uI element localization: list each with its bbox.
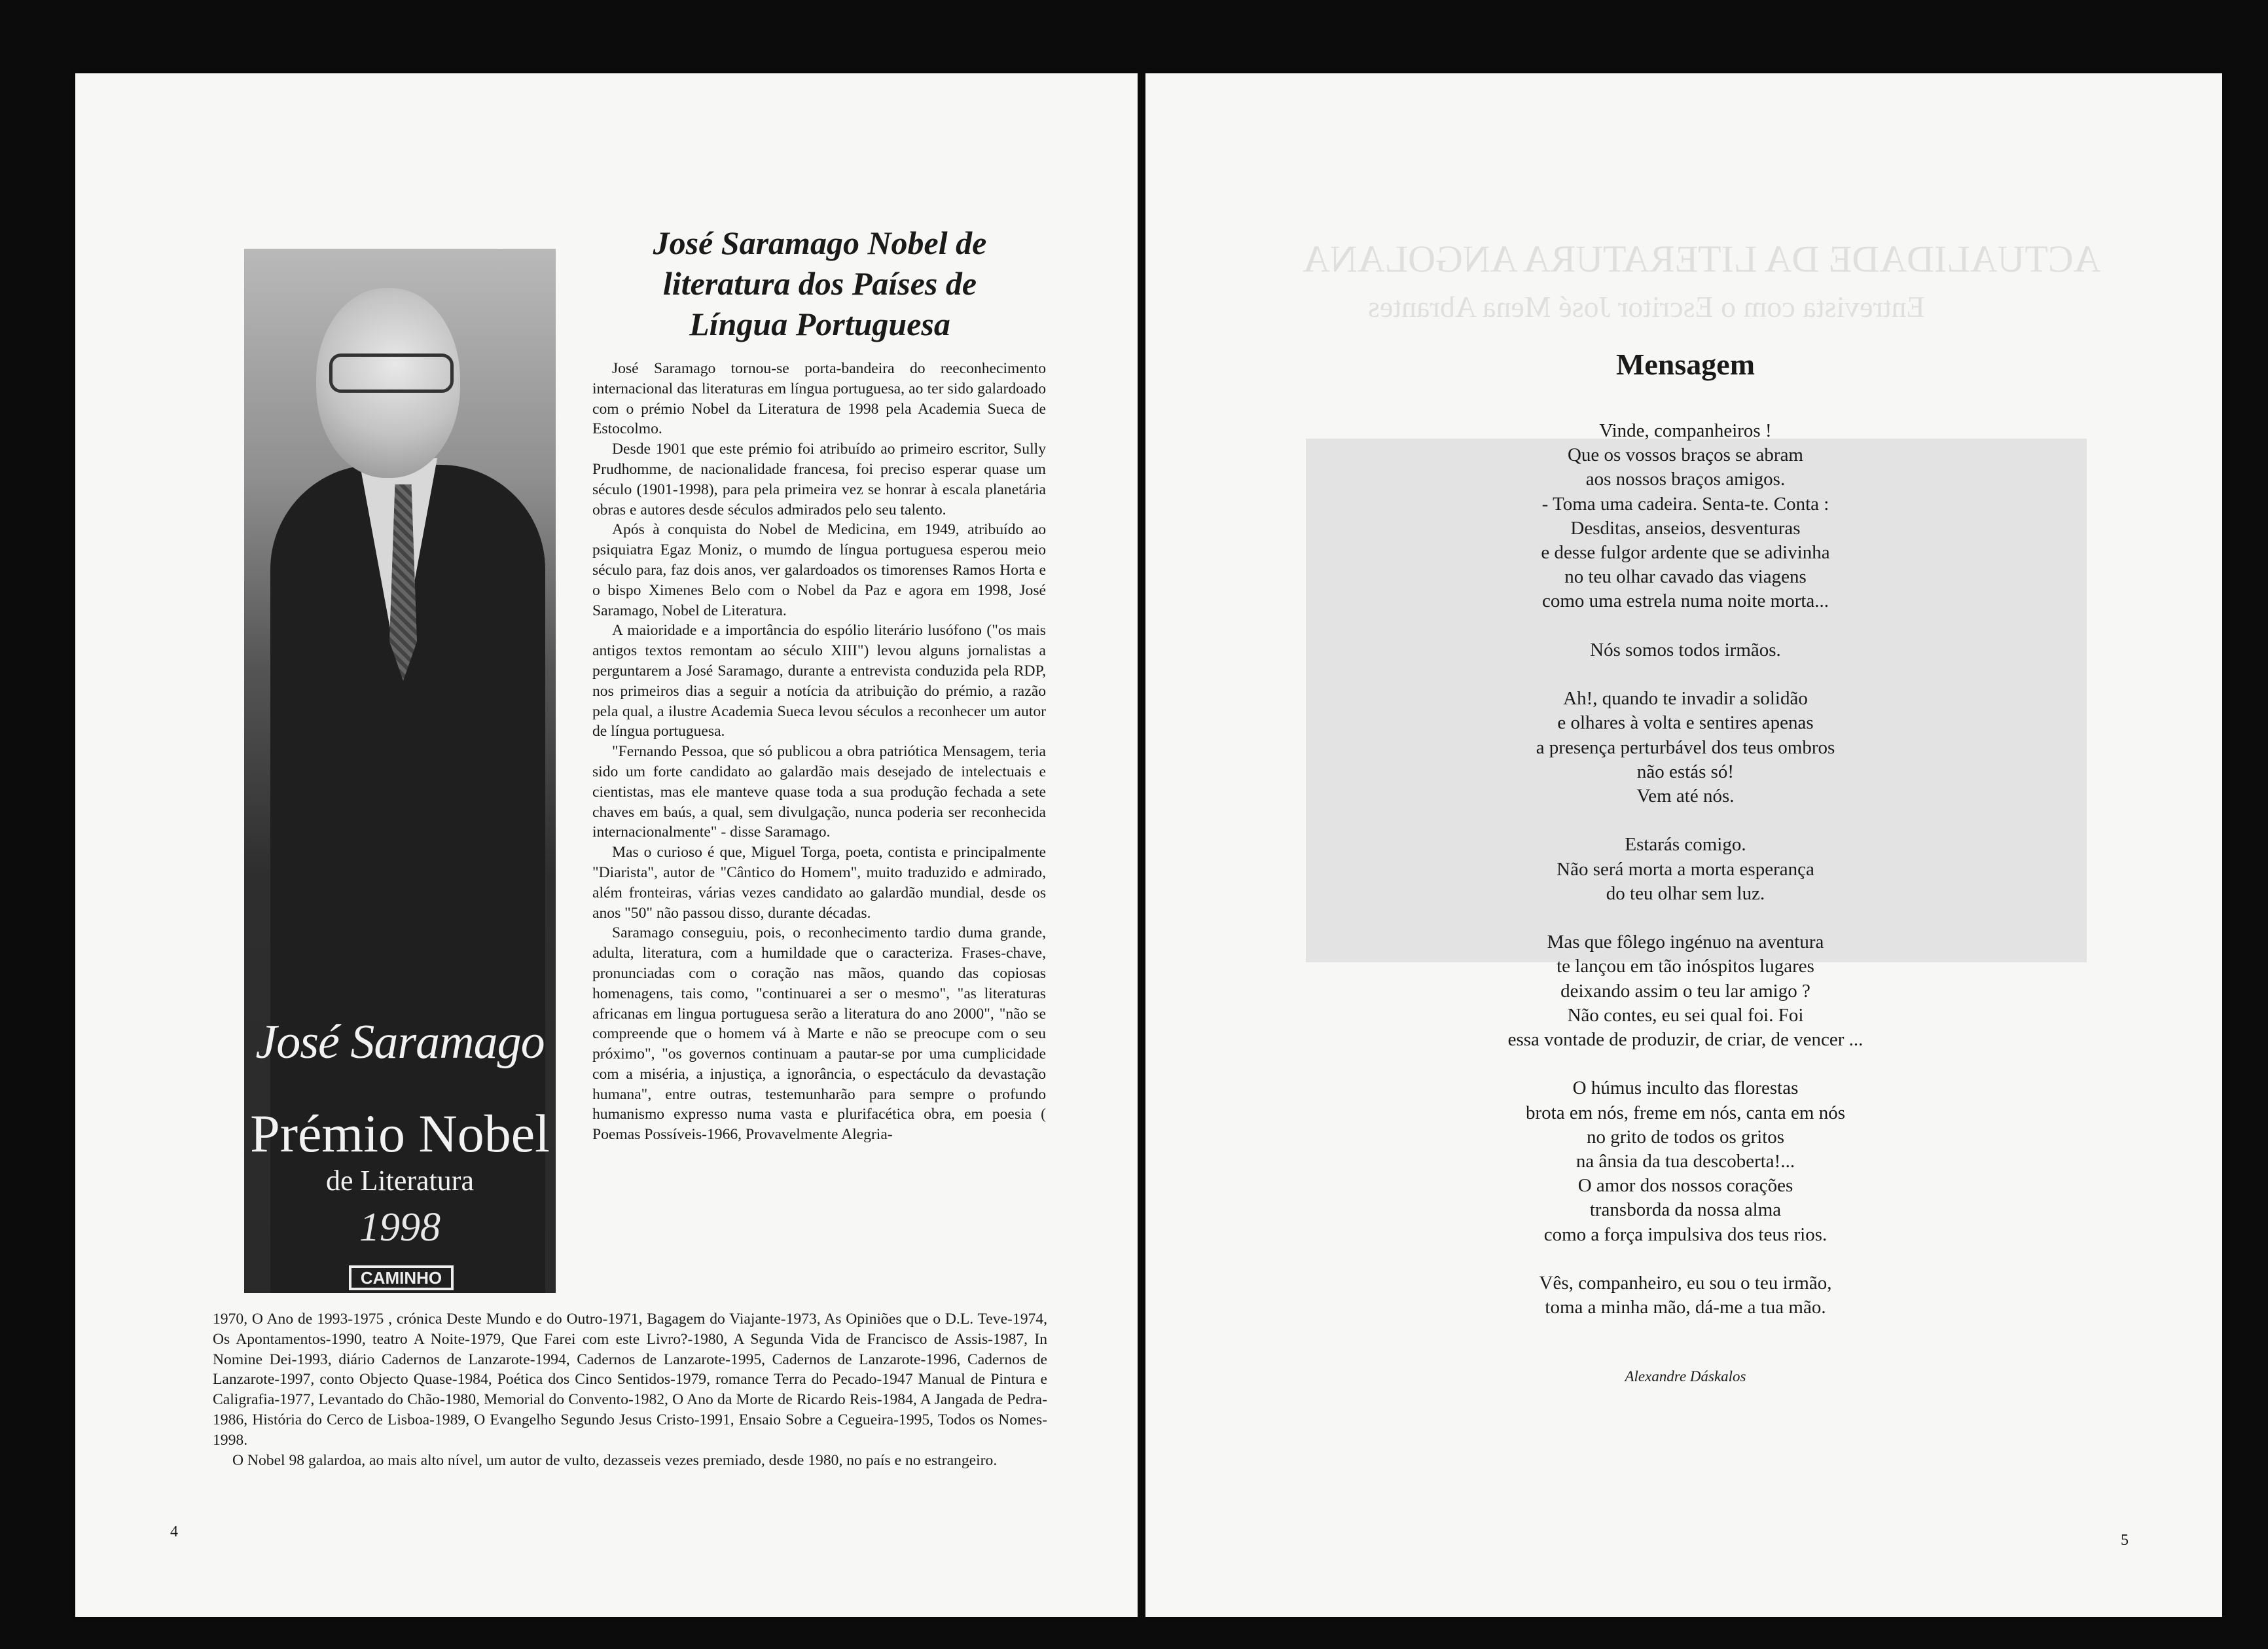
publisher-logo: CAMINHO xyxy=(349,1265,454,1290)
stanza-gap xyxy=(1250,1052,2121,1076)
poem-line: transborda da nossa alma xyxy=(1589,1199,1782,1221)
stanza-gap xyxy=(1250,614,2121,638)
poem-text xyxy=(1250,419,2121,1320)
stanza-gap xyxy=(1250,662,2121,687)
poem-line: Mas que fôlego ingénuo na aventura xyxy=(1547,932,1824,953)
photo-caption-literature: de Literatura xyxy=(326,1165,474,1197)
saramago-photo xyxy=(244,249,556,1293)
poem-line: Não contes, eu sei qual foi. Foi xyxy=(1567,1004,1804,1026)
page-number-right: 5 xyxy=(2121,1532,2129,1549)
stanza-gap xyxy=(1250,1247,2121,1271)
stanza-gap xyxy=(1250,906,2121,930)
title-line: literatura dos Países de xyxy=(662,265,977,302)
title-line: Língua Portuguesa xyxy=(689,306,950,342)
paragraph-continuation: 1970, O Ano de 1993-1975 , crónica Deste Mundo e do Outro-1971, Bagagem do Viajante-1973, As Opiniões que o D.L. Teve-1974, Os Apontamentos-1990, teatro A Noite-1979, Que Farei com este Livro?-1980, A Segunda Vida de Francisco de Assis-1987, In Nomine Dei-1993, diário Cadernos de Lanzarote-1994, Cadernos de Lanzarote-1995, Cadernos de Lanzarote-1996, Cadernos de Lanzarote-1997, conto Objecto Quase-1984, Poética dos Cinco Sentidos-1979, romance Terra do Pecado-1947 Manual de Pintura e Caligrafia-1977, Levantado do Chão-1980, Memorial do Convento-1982, O Ano da Morte de Ricardo Reis-1984, A Jangada de Pedra-1986, História do Cerco de Lisboa-1989, O Evangelho Segundo Jesus Cristo-1991, Ensaio Sobre a Cegueira-1995, Todos os Nomes-1998. xyxy=(213,1311,1047,1449)
article-title xyxy=(592,223,1047,344)
poem-line: O amor dos nossos corações xyxy=(1577,1175,1793,1197)
paragraph: A maioridade e a importância do espólio literário lusófono ("os mais antigos textos remontam ao século XIII") levou alguns jornalistas a perguntarem a José Saramago, durante a entrevista conduzida pela RDP, nos primeiros dias a seguir a notícia da atribuição do prémio, a razão pela qual, a ilustre Academia Sueca levou séculos a reconhecer um autor de língua portuguesa. xyxy=(592,622,1046,740)
right-page xyxy=(1145,73,2222,1617)
poem-line: e desse fulgor ardente que se adivinha xyxy=(1541,542,1830,564)
poem-line: do teu olhar sem luz. xyxy=(1606,882,1765,904)
poem-line: toma a minha mão, dá-me a tua mão. xyxy=(1545,1297,1826,1318)
poem-line: Que os vossos braços se abram xyxy=(1567,444,1803,466)
page-number-left: 4 xyxy=(170,1523,178,1540)
paragraph: Mas o curioso é que, Miguel Torga, poeta, contista e principalmente "Diarista", autor de "Cântico do Homem", muito traduzido e admirado, além fronteiras, várias vezes candidato ao galardão mundial, desde os anos "50" não passou disso, durante décadas. xyxy=(592,844,1046,922)
paragraph: Após à conquista do Nobel de Medicina, em 1949, atribuído ao psiquiatra Egaz Moniz, o mumdo de língua portuguesa esperou meio século para, faz dois anos, ver galardoados os timorenses Ramos Horta e o bispo Ximenes Belo com o Nobel da Paz e agora em 1998, José Saramago, Nobel de Literatura. xyxy=(592,521,1046,619)
poem-line: aos nossos braços amigos. xyxy=(1585,469,1786,490)
poem-line: como a força impulsiva dos teus rios. xyxy=(1543,1223,1827,1245)
title-line: José Saramago Nobel de xyxy=(653,225,987,261)
poem-line: não estás só! xyxy=(1636,761,1735,782)
poem-line: Vem até nós. xyxy=(1636,786,1735,807)
poem-author: Alexandre Dáskalos xyxy=(1625,1368,1746,1385)
article-continuation xyxy=(213,1309,1047,1470)
poem-line: e olhares à volta e sentires apenas xyxy=(1557,712,1814,734)
poem-line: Vinde, companheiros ! xyxy=(1599,420,1772,441)
closing-paragraph: O Nobel 98 galardoa, ao mais alto nível, um autor de vulto, dezasseis vezes premiado, desde 1980, no país e no estrangeiro. xyxy=(232,1451,998,1469)
poem-line: brota em nós, freme em nós, canta em nós xyxy=(1525,1102,1845,1123)
article-body xyxy=(592,359,1046,1145)
left-page xyxy=(75,73,1138,1617)
poem-line: te lançou em tão inóspitos lugares xyxy=(1557,956,1814,977)
poem-line: Não será morta a morta esperança xyxy=(1557,858,1814,880)
poem-line: deixando assim o teu lar amigo ? xyxy=(1560,980,1810,1002)
poem-line: Nós somos todos irmãos. xyxy=(1590,639,1781,661)
paragraph: "Fernando Pessoa, que só publicou a obra patriótica Mensagem, teria sido um forte candidato ao galardão mais desejado de intelectuais e cientistas, mas ele manteve quase toda a sua produção fechada a sete chaves em baús, a qual, sem divulgação, nunca poderia ser reconhecida internacionalmente" - disse Saramago. xyxy=(592,743,1046,841)
paragraph: Saramago conseguiu, pois, o reconhecimento tardio duma grande, adulta, literatura, com a humildade que o caracteriza. Frases-chave, pronunciadas com o coração nas mãos, quando das copiosas homenagens, tais como, "continuarei a ser o mesmo", "as literaturas africanas em lingua portuguesa serão a literatura do ano 2000", "não se compreende que o homem vá à Marte e não se preocupe com o seu próximo", "os governos continuam a pautar-se por uma cumplicidade com a miséria, a injustiça, a ignorância, o espectáculo da devastação humana", entre outras, testemunharão para sempre o profundo humanismo expresso numa vasta e plurifacética obra, em poesia ( Poemas Possíveis-1966, Provavelmente Alegria- xyxy=(592,924,1046,1144)
poem-line: como uma estrela numa noite morta... xyxy=(1541,590,1829,612)
poem-title: Mensagem xyxy=(1615,348,1755,381)
poem-line: Desditas, anseios, desventuras xyxy=(1570,517,1801,539)
paragraph: Desde 1901 que este prémio foi atribuído ao primeiro escritor, Sully Prudhomme, de nacionalidade francesa, foi preciso esperar quase um século (1901-1998), para pela primeira vez se honrar à escala planetária obras e autores desde séculos admirados pelo seu talento. xyxy=(592,441,1046,518)
poem-line: no grito de todos os gritos xyxy=(1586,1126,1785,1148)
paragraph: José Saramago tornou-se porta-bandeira do reeconhecimento internacional das literaturas em língua portuguesa, ao ter sido galardoado com o prémio Nobel da Literatura de 1998 pela Academia Sueca de Estocolmo. xyxy=(592,360,1046,438)
bleed-through-text: Entrevista com o Escritor José Mena Abrantes xyxy=(1368,290,1925,323)
poem-line: Vês, companheiro, eu sou o teu irmão, xyxy=(1539,1273,1832,1294)
photo-caption-prize: Prémio Nobel xyxy=(250,1104,550,1163)
poem-line: no teu olhar cavado das viagens xyxy=(1564,566,1807,588)
poem-line: Estarás comigo. xyxy=(1625,834,1746,856)
photo-caption-name: José Saramago xyxy=(255,1015,545,1069)
poem-line: O húmus inculto das florestas xyxy=(1572,1078,1799,1099)
photo-caption-year: 1998 xyxy=(359,1205,441,1250)
poem-line: Ah!, quando te invadir a solidão xyxy=(1563,688,1808,710)
poem-line: na ânsia da tua descoberta!... xyxy=(1575,1151,1795,1172)
bleed-through-text: ACTUALIDADE DA LITERATURA ANGOLANA xyxy=(1303,238,2101,280)
photo-glasses xyxy=(329,353,454,393)
poem-line: essa vontade de produzir, de criar, de vencer ... xyxy=(1507,1029,1863,1051)
stanza-gap xyxy=(1250,808,2121,833)
poem-line: - Toma uma cadeira. Senta-te. Conta : xyxy=(1541,493,1829,515)
poem-line: a presença perturbável dos teus ombros xyxy=(1536,736,1835,758)
